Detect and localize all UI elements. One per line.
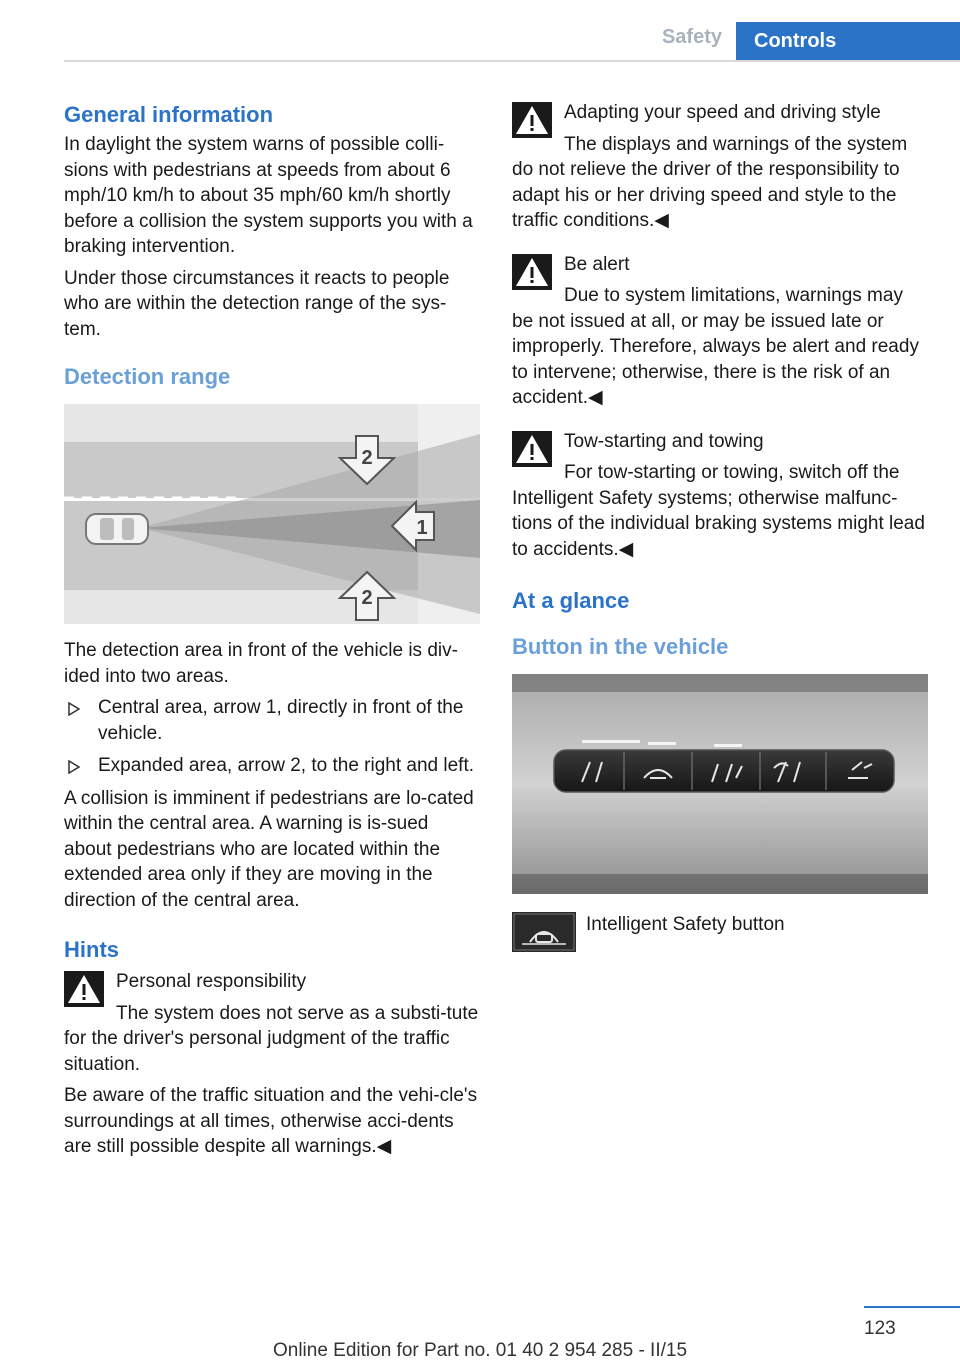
warning-speed-driving-style bbox=[512, 100, 928, 234]
paragraph-hints-2: Be aware of the traffic situation and the vehi-cle's surroundings at all times, otherwise acci-dents are still possible despite all warnings.◀ bbox=[64, 1085, 478, 1157]
list-item bbox=[64, 695, 480, 746]
arrow-1-label: 1 bbox=[416, 517, 428, 539]
warning-personal-responsibility bbox=[64, 969, 480, 1077]
intelligent-safety-button-icon bbox=[512, 912, 576, 952]
paragraph-detection-1: The detection area in front of the vehicle is div-ided into two areas. bbox=[64, 640, 458, 687]
warning-triangle-icon bbox=[512, 254, 552, 290]
indicator-led bbox=[582, 740, 640, 743]
paragraph-general-2: Under those circumstances it reacts to people who are within the detection range of the sys-tem. bbox=[64, 267, 450, 340]
header-tab-controls: Controls bbox=[736, 22, 960, 62]
heading-hints: Hints bbox=[64, 937, 119, 962]
warning-title: Adapting your speed and driving style bbox=[564, 102, 881, 123]
warning-title: Tow-starting and towing bbox=[564, 430, 764, 452]
indicator-led bbox=[714, 744, 742, 747]
warning-body: Due to system limitations, warnings may be not issued at all, or may be issued late or improperly. Therefore, always be alert and ready to intervene; otherwise, there is the risk of an accident.◀ bbox=[512, 285, 919, 408]
left-column bbox=[64, 100, 480, 1166]
legend-intelligent-safety bbox=[512, 912, 928, 954]
page-number-rule bbox=[864, 1306, 960, 1308]
arrow-2-bottom-label: 2 bbox=[361, 587, 373, 609]
indicator-led bbox=[648, 742, 676, 745]
warning-triangle-icon bbox=[512, 102, 552, 138]
bullet-text: Central area, arrow 1, directly in front of the vehicle. bbox=[98, 697, 464, 744]
warning-body: For tow-starting or towing, switch off the Intelligent Safety systems; otherwise malfunc-tions of the individual braking systems might lead to accidents.◀ bbox=[512, 462, 925, 560]
page-number: 123 bbox=[864, 1318, 896, 1339]
heading-at-a-glance: At a glance bbox=[512, 588, 630, 613]
right-column bbox=[512, 100, 928, 954]
list-item bbox=[64, 753, 480, 779]
heading-general-information: General information bbox=[64, 102, 274, 127]
vehicle-window bbox=[100, 518, 114, 540]
button-panel-photo bbox=[512, 674, 928, 894]
legend-label: Intelligent Safety button bbox=[586, 914, 785, 935]
vehicle-window-front bbox=[122, 518, 134, 540]
button-strip bbox=[554, 750, 894, 792]
vehicle-icon bbox=[86, 514, 148, 544]
footer-edition: Online Edition for Part no. 01 40 2 954 285 - II/15 bbox=[272, 1340, 688, 1361]
heading-button-in-vehicle: Button in the vehicle bbox=[512, 634, 729, 659]
warning-title: Personal responsibility bbox=[116, 971, 307, 992]
paragraph-detection-2: A collision is imminent if pedestrians are lo-cated within the central area. A warning is is-sued about pedestrians who are located within the extended area only if they are moving in the direction of the central area. bbox=[64, 787, 474, 911]
arrow-2-top-label: 2 bbox=[361, 447, 373, 469]
bullet-triangle-icon bbox=[68, 702, 80, 716]
bullet-triangle-icon bbox=[68, 760, 80, 774]
detection-areas-list bbox=[64, 695, 480, 779]
paragraph-general-1: In daylight the system warns of possible colli-sions with pedestrians at speeds from about 6 mph/10 km/h to about 35 mph/60 km/h shortly before a collision the system supports you with a braking intervention. bbox=[64, 134, 473, 257]
warning-body: The system does not serve as a substi-tute for the driver's personal judgment of the traffic situation. bbox=[64, 1002, 479, 1075]
warning-body: The displays and warnings of the system do not relieve the driver of the responsibility to adapt his or her driving speed and style to the traffic conditions.◀ bbox=[512, 133, 908, 231]
header-divider bbox=[64, 60, 960, 62]
warning-tow-starting bbox=[512, 429, 928, 563]
heading-detection-range: Detection range bbox=[64, 364, 231, 389]
warning-triangle-icon bbox=[512, 431, 552, 467]
bullet-text: Expanded area, arrow 2, to the right and left. bbox=[98, 755, 475, 776]
warning-triangle-icon bbox=[64, 971, 104, 1007]
warning-be-alert bbox=[512, 252, 928, 411]
header-section-label: Safety bbox=[661, 26, 722, 48]
detection-range-figure bbox=[64, 404, 480, 624]
warning-title: Be alert bbox=[564, 253, 630, 275]
